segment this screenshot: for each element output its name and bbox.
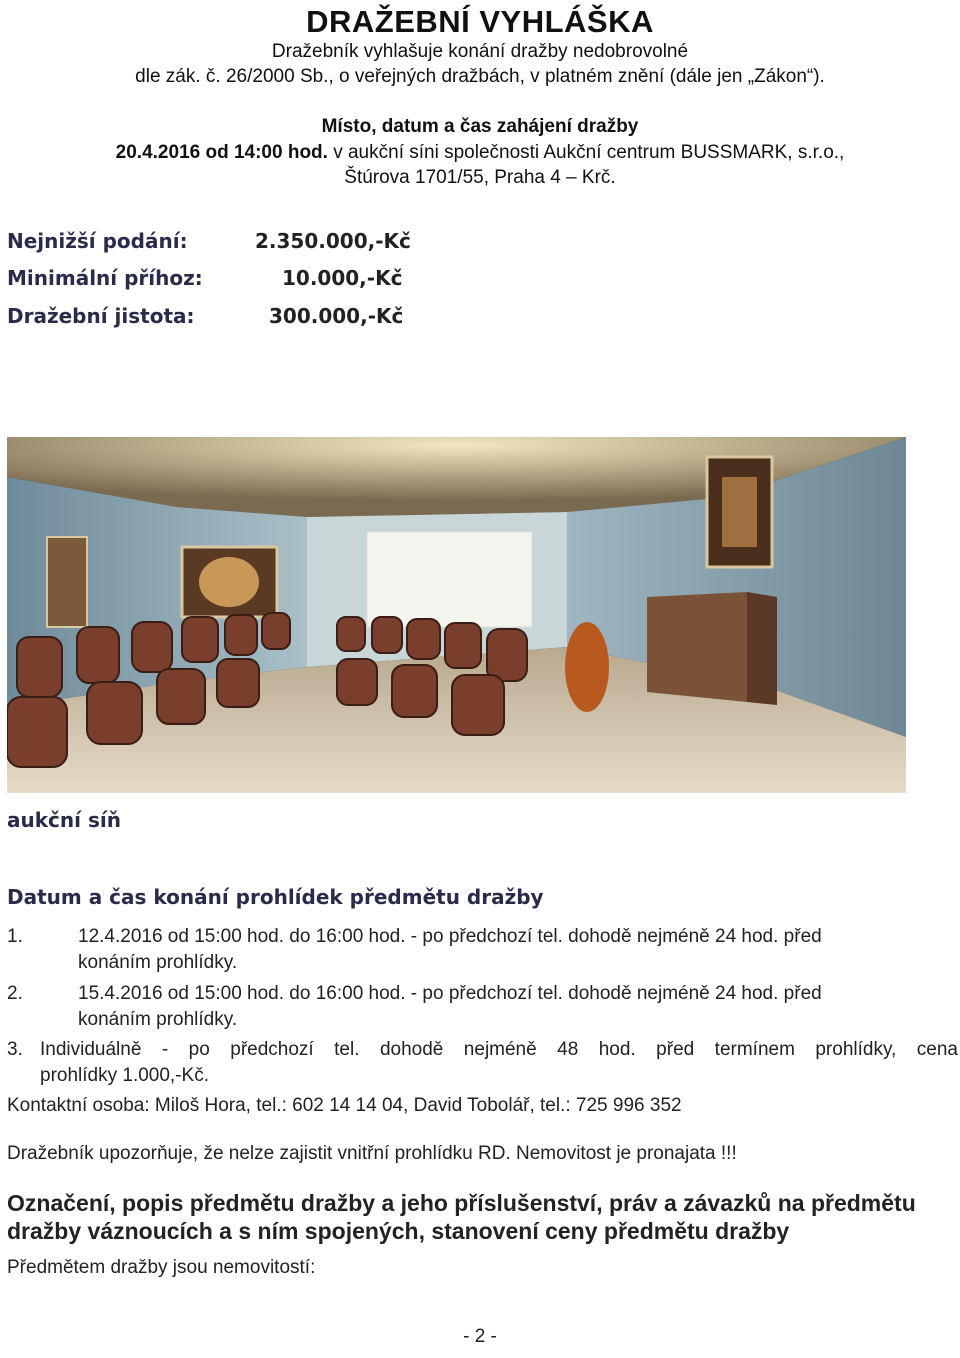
auction-address: Štúrova 1701/55, Praha 4 – Krč. — [344, 167, 616, 188]
page-title: DRAŽEBNÍ VYHLÁŠKA — [306, 4, 654, 39]
lowest-bid-label: Nejnižší podání: — [7, 229, 188, 253]
photo-caption: aukční síň — [7, 808, 121, 832]
auction-datetime-place — [0, 142, 960, 164]
min-increment-value: 10.000,-Kč — [282, 266, 403, 290]
deposit-value: 300.000,-Kč — [269, 304, 404, 328]
deposit-label: Dražební jistota: — [7, 304, 195, 328]
list-item-number: 1. — [7, 926, 23, 947]
contact-persons: Kontaktní osoba: Miloš Hora, tel.: 602 14 14 04, David Tobolář, tel.: 725 996 352 — [7, 1095, 682, 1116]
viewings-heading: Datum a čas konání prohlídek předmětu dražby — [7, 885, 544, 909]
list-item-number: 2. — [7, 983, 23, 1004]
list-item: 12.4.2016 od 15:00 hod. do 16:00 hod. - po předchozí tel. dohodě nejméně 24 hod. před — [78, 926, 822, 947]
auction-place: v aukční síni společnosti Aukční centrum BUSSMARK, s.r.o., — [327, 142, 845, 163]
list-item-continuation: konáním prohlídky. — [78, 1009, 238, 1030]
list-item-number: 3. — [7, 1039, 23, 1060]
auction-datetime: 20.4.2016 od 14:00 hod. — [115, 142, 328, 163]
auctioneer-announcement: Dražebník vyhlašuje konání dražby nedobrovolné — [271, 41, 689, 62]
subject-heading-line2: dražby váznoucích a s ním spojených, stanovení ceny předmětu dražby — [7, 1218, 790, 1244]
page-number: - 2 - — [463, 1326, 497, 1347]
subject-intro: Předmětem dražby jsou nemovitostí: — [7, 1257, 316, 1278]
list-item-continuation: prohlídky 1.000,-Kč. — [40, 1065, 209, 1086]
auction-room-photo — [7, 437, 906, 793]
list-item: Individuálně - po předchozí tel. dohodě nejméně 48 hod. před termínem prohlídky, cena — [40, 1039, 958, 1060]
min-increment-label: Minimální příhoz: — [7, 266, 203, 290]
viewing-notice: Dražebník upozorňuje, že nelze zajistit vnitřní prohlídku RD. Nemovitost je pronajata !!! — [7, 1143, 737, 1164]
list-item: 15.4.2016 od 15:00 hod. do 16:00 hod. - po předchozí tel. dohodě nejméně 24 hod. před — [78, 983, 822, 1004]
legal-basis: dle zák. č. 26/2000 Sb., o veřejných dražbách, v platném znění (dále jen „Zákon“). — [135, 66, 825, 87]
lowest-bid-value: 2.350.000,-Kč — [255, 229, 411, 253]
list-item-continuation: konáním prohlídky. — [78, 952, 238, 973]
place-heading: Místo, datum a čas zahájení dražby — [321, 116, 639, 137]
subject-heading-line1: Označení, popis předmětu dražby a jeho příslušenství, práv a závazků na předmětu — [7, 1190, 916, 1216]
